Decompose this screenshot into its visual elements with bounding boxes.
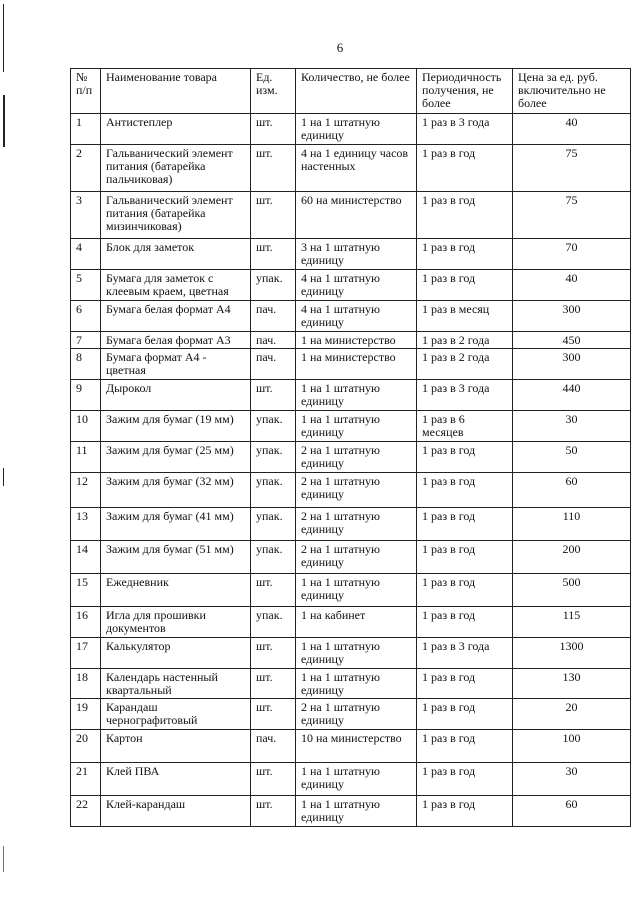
cell-period: 1 раз в год: [417, 442, 513, 473]
cell-period: 1 раз в год: [417, 473, 513, 508]
cell-name: Гальванический элемент питания (батарейка мизинчиковая): [101, 192, 251, 239]
cell-period: 1 раз в 6 месяцев: [417, 411, 513, 442]
margin-line: [3, 468, 4, 486]
table-row: [71, 607, 631, 638]
cell-price: 110: [513, 508, 631, 541]
cell-qty: 1 на 1 штатную единицу: [296, 114, 417, 145]
cell-price: 450: [513, 332, 631, 349]
cell-name: Картон: [101, 730, 251, 763]
cell-unit: шт.: [251, 638, 296, 669]
cell-qty: 4 на 1 единицу часов настенных: [296, 145, 417, 192]
cell-period: 1 раз в 3 года: [417, 638, 513, 669]
table-row: [71, 192, 631, 239]
cell-price: 20: [513, 699, 631, 730]
cell-period: 1 раз в год: [417, 669, 513, 699]
table-row: [71, 669, 631, 699]
cell-unit: шт.: [251, 145, 296, 192]
cell-price: 440: [513, 380, 631, 411]
cell-period: 1 раз в год: [417, 730, 513, 763]
cell-name: Игла для прошивки документов: [101, 607, 251, 638]
cell-period: 1 раз в год: [417, 145, 513, 192]
table-row: [71, 114, 631, 145]
cell-period: 1 раз в год: [417, 270, 513, 301]
cell-num: 21: [71, 763, 101, 796]
cell-qty: 4 на 1 штатную единицу: [296, 301, 417, 332]
table-row: [71, 380, 631, 411]
cell-num: 9: [71, 380, 101, 411]
cell-name: Зажим для бумаг (51 мм): [101, 541, 251, 574]
table-row: [71, 145, 631, 192]
cell-period: 1 раз в год: [417, 607, 513, 638]
table-row: [71, 763, 631, 796]
cell-price: 100: [513, 730, 631, 763]
cell-qty: 1 на 1 штатную единицу: [296, 574, 417, 607]
table-row: [71, 541, 631, 574]
cell-unit: шт.: [251, 114, 296, 145]
cell-qty: 2 на 1 штатную единицу: [296, 508, 417, 541]
cell-unit: шт.: [251, 574, 296, 607]
cell-qty: 10 на министерство: [296, 730, 417, 763]
cell-qty: 1 на 1 штатную единицу: [296, 638, 417, 669]
table-row: [71, 349, 631, 380]
cell-unit: упак.: [251, 607, 296, 638]
cell-price: 30: [513, 763, 631, 796]
header-unit: Ед. изм.: [251, 69, 296, 114]
cell-price: 60: [513, 796, 631, 827]
cell-name: Блок для заметок: [101, 239, 251, 270]
cell-qty: 1 на 1 штатную единицу: [296, 411, 417, 442]
cell-qty: 2 на 1 штатную единицу: [296, 699, 417, 730]
header-period: Периодичность получения, не более: [417, 69, 513, 114]
cell-num: 1: [71, 114, 101, 145]
cell-period: 1 раз в месяц: [417, 301, 513, 332]
margin-line: [3, 4, 4, 72]
table-row: [71, 730, 631, 763]
cell-num: 10: [71, 411, 101, 442]
cell-period: 1 раз в 3 года: [417, 114, 513, 145]
cell-qty: 3 на 1 штатную единицу: [296, 239, 417, 270]
cell-price: 40: [513, 114, 631, 145]
cell-name: Бумага белая формат А4: [101, 301, 251, 332]
cell-qty: 1 на министерство: [296, 332, 417, 349]
table-row: [71, 473, 631, 508]
cell-price: 75: [513, 145, 631, 192]
cell-unit: пач.: [251, 301, 296, 332]
cell-unit: шт.: [251, 763, 296, 796]
page-number: 6: [336, 40, 344, 55]
header-name: Наименование товара: [101, 69, 251, 114]
cell-name: Клей-карандаш: [101, 796, 251, 827]
cell-num: 3: [71, 192, 101, 239]
cell-price: 115: [513, 607, 631, 638]
cell-num: 6: [71, 301, 101, 332]
cell-qty: 1 на 1 штатную единицу: [296, 669, 417, 699]
cell-num: 19: [71, 699, 101, 730]
table-row: [71, 699, 631, 730]
cell-name: Карандаш чернографитовый: [101, 699, 251, 730]
table-row: [71, 332, 631, 349]
cell-num: 17: [71, 638, 101, 669]
cell-period: 1 раз в 3 года: [417, 380, 513, 411]
goods-table: [70, 68, 631, 827]
cell-unit: шт.: [251, 699, 296, 730]
cell-price: 40: [513, 270, 631, 301]
cell-qty: 60 на министерство: [296, 192, 417, 239]
cell-name: Антистеплер: [101, 114, 251, 145]
table-row: [71, 301, 631, 332]
cell-name: Клей ПВА: [101, 763, 251, 796]
cell-unit: упак.: [251, 541, 296, 574]
cell-num: 20: [71, 730, 101, 763]
cell-num: 5: [71, 270, 101, 301]
cell-period: 1 раз в год: [417, 508, 513, 541]
cell-name: Бумага для заметок с клеевым краем, цветная: [101, 270, 251, 301]
cell-qty: 1 на 1 штатную единицу: [296, 796, 417, 827]
cell-unit: упак.: [251, 411, 296, 442]
cell-unit: шт.: [251, 380, 296, 411]
cell-price: 70: [513, 239, 631, 270]
cell-num: 14: [71, 541, 101, 574]
cell-num: 12: [71, 473, 101, 508]
table-header-row: [71, 69, 631, 114]
table-row: [71, 411, 631, 442]
cell-name: Календарь настенный квартальный: [101, 669, 251, 699]
cell-period: 1 раз в год: [417, 796, 513, 827]
cell-num: 16: [71, 607, 101, 638]
cell-name: Зажим для бумаг (32 мм): [101, 473, 251, 508]
header-qty: Количество, не более: [296, 69, 417, 114]
cell-num: 13: [71, 508, 101, 541]
cell-num: 22: [71, 796, 101, 827]
cell-period: 1 раз в год: [417, 541, 513, 574]
cell-price: 300: [513, 349, 631, 380]
cell-period: 1 раз в 2 года: [417, 332, 513, 349]
cell-name: Бумага формат А4 - цветная: [101, 349, 251, 380]
table-row: [71, 442, 631, 473]
cell-price: 50: [513, 442, 631, 473]
table-body: [71, 114, 631, 827]
cell-unit: пач.: [251, 730, 296, 763]
header-num: № п/п: [71, 69, 101, 114]
cell-name: Гальванический элемент питания (батарейка пальчиковая): [101, 145, 251, 192]
cell-price: 500: [513, 574, 631, 607]
cell-unit: упак.: [251, 270, 296, 301]
table-row: [71, 270, 631, 301]
cell-qty: 1 на министерство: [296, 349, 417, 380]
cell-price: 300: [513, 301, 631, 332]
cell-qty: 4 на 1 штатную единицу: [296, 270, 417, 301]
cell-unit: упак.: [251, 442, 296, 473]
cell-qty: 1 на 1 штатную единицу: [296, 763, 417, 796]
cell-num: 18: [71, 669, 101, 699]
cell-unit: шт.: [251, 796, 296, 827]
cell-num: 15: [71, 574, 101, 607]
cell-num: 11: [71, 442, 101, 473]
cell-num: 2: [71, 145, 101, 192]
table-row: [71, 574, 631, 607]
margin-line: [3, 846, 4, 872]
cell-num: 8: [71, 349, 101, 380]
cell-price: 60: [513, 473, 631, 508]
cell-name: Калькулятор: [101, 638, 251, 669]
table-row: [71, 638, 631, 669]
cell-unit: шт.: [251, 239, 296, 270]
cell-name: Зажим для бумаг (25 мм): [101, 442, 251, 473]
cell-period: 1 раз в год: [417, 763, 513, 796]
cell-num: 7: [71, 332, 101, 349]
margin-line: [3, 95, 5, 147]
table-row: [71, 239, 631, 270]
cell-price: 200: [513, 541, 631, 574]
cell-price: 30: [513, 411, 631, 442]
cell-qty: 2 на 1 штатную единицу: [296, 541, 417, 574]
cell-name: Зажим для бумаг (19 мм): [101, 411, 251, 442]
cell-period: 1 раз в год: [417, 239, 513, 270]
cell-qty: 1 на 1 штатную единицу: [296, 380, 417, 411]
header-price: Цена за ед. руб. включительно не более: [513, 69, 631, 114]
cell-name: Ежедневник: [101, 574, 251, 607]
cell-num: 4: [71, 239, 101, 270]
cell-name: Зажим для бумаг (41 мм): [101, 508, 251, 541]
cell-name: Бумага белая формат А3: [101, 332, 251, 349]
cell-unit: пач.: [251, 349, 296, 380]
cell-unit: шт.: [251, 192, 296, 239]
cell-period: 1 раз в год: [417, 192, 513, 239]
cell-unit: шт.: [251, 669, 296, 699]
cell-period: 1 раз в 2 года: [417, 349, 513, 380]
cell-price: 75: [513, 192, 631, 239]
table-row: [71, 508, 631, 541]
cell-unit: пач.: [251, 332, 296, 349]
table-row: [71, 796, 631, 827]
cell-unit: упак.: [251, 473, 296, 508]
cell-name: Дырокол: [101, 380, 251, 411]
cell-qty: 2 на 1 штатную единицу: [296, 473, 417, 508]
cell-period: 1 раз в год: [417, 699, 513, 730]
cell-price: 1300: [513, 638, 631, 669]
cell-qty: 2 на 1 штатную единицу: [296, 442, 417, 473]
cell-price: 130: [513, 669, 631, 699]
cell-unit: упак.: [251, 508, 296, 541]
cell-qty: 1 на кабинет: [296, 607, 417, 638]
cell-period: 1 раз в год: [417, 574, 513, 607]
